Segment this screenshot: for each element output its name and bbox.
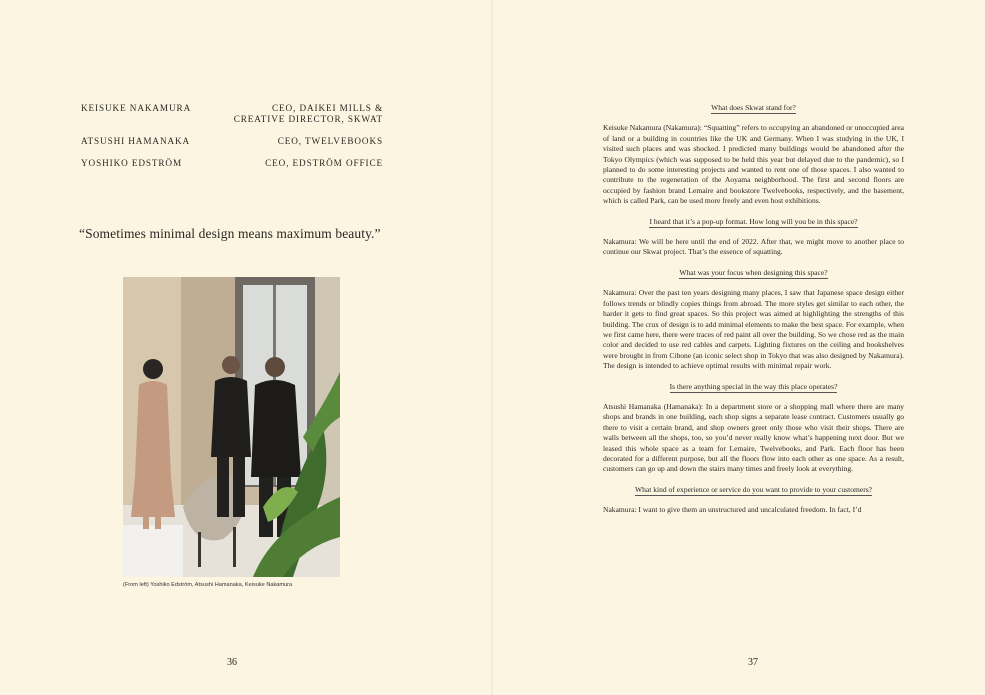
interview-question: What does Skwat stand for? <box>711 103 796 112</box>
interview-answer: Nakamura: We will be here until the end of 2022. After that, we might move to another place to continue our Skwat project. That’s the essence of squatting. <box>603 237 904 257</box>
pull-quote: “Sometimes minimal design means maximum beauty.” <box>79 226 381 241</box>
interview-question: I heard that it’s a pop-up format. How long will you be in this space? <box>649 216 858 226</box>
person-row <box>81 103 383 125</box>
interview-answer: Keisuke Nakamura (Nakamura): “Squatting” refers to occupying an abandoned or unoccupied area of land or a building in countries like the UK and Germany. When I was studying in the UK, I visited such places and was shocked. I predicted many buildings would be abandoned after the Tokyo Olympics (which was supposed to be held this year but delayed due to the pandemic), so I planned to do some interesting projects and wanted to rent one of those spaces. I also wanted to contribute to the regeneration of the Aoyama neighborhood. The first and second floors are occupied by fashion brand Lemaire and bookstore Twelvebooks, respectively, and the basement, which is called Park, can be used more freely and even host exhibitions. <box>603 123 904 206</box>
person-role-line: CREATIVE DIRECTOR, SKWAT <box>233 114 383 124</box>
portrait-photo <box>123 277 340 577</box>
page-gutter <box>491 0 493 695</box>
person-role: CEO, TWELVEBOOKS <box>277 136 383 146</box>
page-number-right: 37 <box>748 657 758 668</box>
photo-caption: (From left) Yoshiko Edström, Atsushi Hamanaka, Keisuke Nakamura <box>123 582 293 588</box>
person-row <box>81 158 383 169</box>
person-name: YOSHIKO EDSTRÖM <box>81 158 183 168</box>
portrait-illustration <box>123 277 340 577</box>
interview-answer: Nakamura: Over the past ten years designing many places, I saw that Japanese space design either follows trends or blindly copies things from abroad. The more styles get similar to each other, the harder it gets to find great spaces. So this project was aimed at highlighting the strengths of this building. The crux of design is to add minimal elements to make the best space. For example, when we first came here, there were traces of red paint all over the building. So we chose red as the main color and decided to use red cables and carpets. Lighting fixtures on the ceiling and bookshelves were brought in from Cibone (an iconic select shop in Tokyo that was also designed by Nakamura). The design is intended to achieve optimal results with minimal repair work. <box>603 288 904 371</box>
person-role <box>234 103 383 125</box>
person-role-line: CEO, DAIKEI MILLS & <box>271 103 383 113</box>
person-name: ATSUSHI HAMANAKA <box>81 136 191 146</box>
person-name: KEISUKE NAKAMURA <box>81 103 192 113</box>
page-number-left: 36 <box>227 657 237 668</box>
person-role: CEO, EDSTRÖM OFFICE <box>265 158 383 168</box>
people-list <box>81 103 383 180</box>
interview-answer: Atsushi Hamanaka (Hamanaka): In a department store or a shopping mall where there are many shops and brands in one building, each shop signs a separate lease contract. Customers usually go there to visit a certain brand, and shop owners greet only those who visit their shops. There are walls between all the shops, too, so you’d never really know what’s happening next door. But we leased this whole space as a team for Lemaire, Twelvebooks, and Park. Each floor has been decorated for a different purpose, but all the floors flow into each other as one space. As a result, customers can go up and down the stairs many times and freely look at everything. <box>603 401 904 474</box>
interview-question: What was your focus when designing this space? <box>679 267 828 277</box>
interview-answer: Nakamura: I want to give them an unstructured and uncalculated freedom. In fact, I’d <box>603 505 862 515</box>
left-page <box>0 0 492 695</box>
interview-question: Is there anything special in the way this place operates? <box>669 381 838 391</box>
person-row <box>81 136 383 147</box>
interview-column <box>603 103 904 526</box>
interview-question: What kind of experience or service do you want to provide to your customers? <box>634 484 873 494</box>
